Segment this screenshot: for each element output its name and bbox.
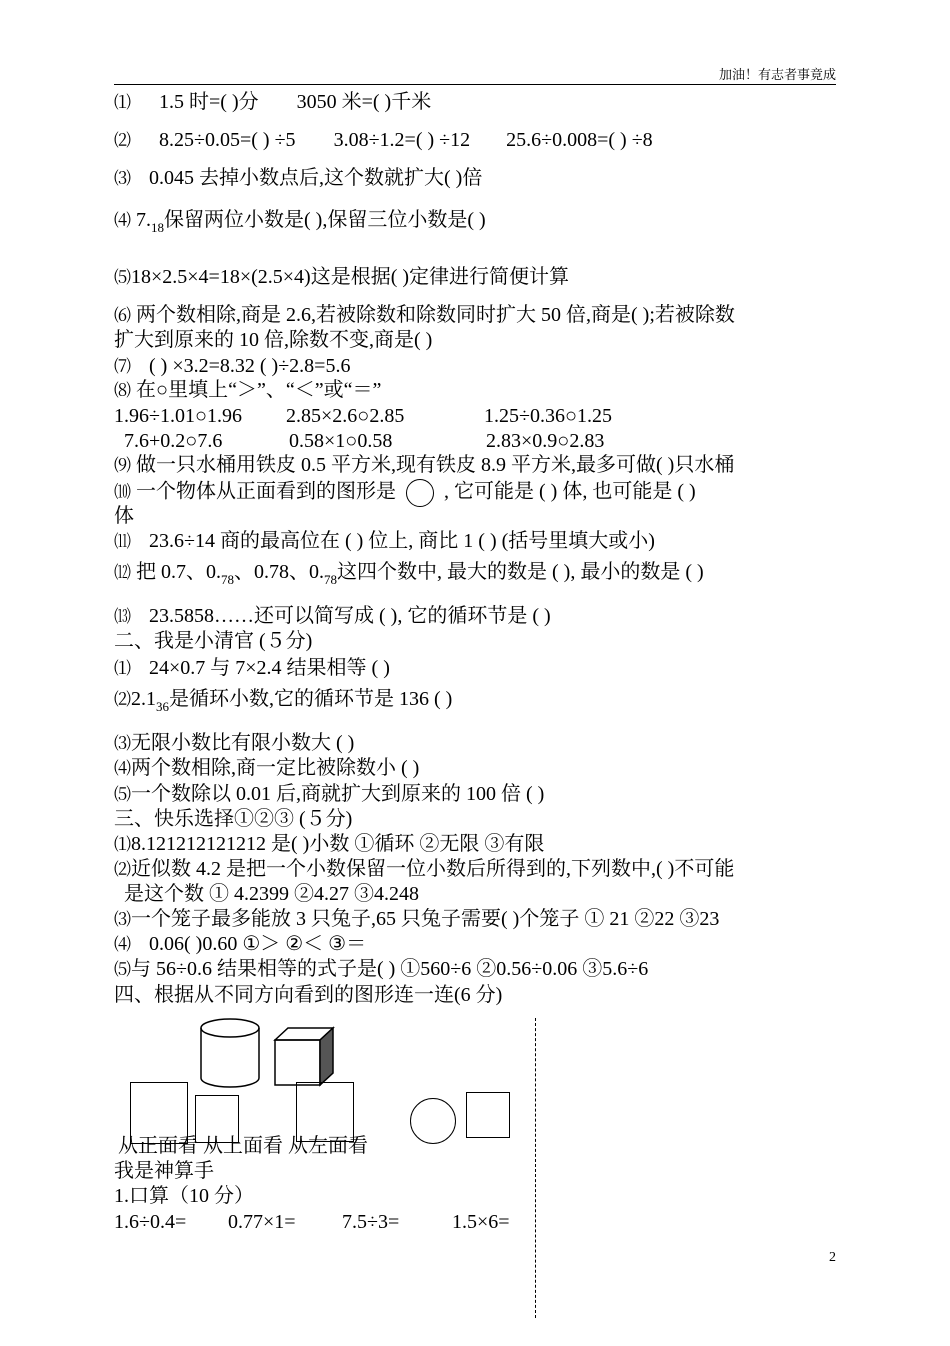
- question-number: ⑸: [114, 268, 131, 287]
- cylinder-and-cube-figure: [200, 1016, 335, 1088]
- question-number: ⑹: [114, 306, 131, 325]
- header-rule: [114, 84, 836, 85]
- question-3: [114, 166, 482, 191]
- question-7: [114, 354, 350, 379]
- question-text: 近似数 4.2 是把一个小数保留一位小数后所得到的,下列数中,( )不可能: [131, 858, 735, 880]
- question-10-continued: [114, 504, 134, 528]
- question-text: 在○里填上“＞”、“＜”或“＝”: [136, 379, 382, 401]
- question-text: 1.5 时=( )分: [159, 91, 259, 113]
- question-text: ( ) ×3.2=8.32 ( )÷2.8=5.6: [149, 355, 351, 377]
- choice-item-2: [114, 857, 734, 882]
- view-direction-labels: 从正面看 从上面看 从左面看: [118, 1135, 368, 1157]
- cylinder-icon: [201, 1019, 259, 1087]
- question-8: [114, 378, 381, 403]
- question-text: 8.121212121212 是( )小数 ①循环 ②无限 ③有限: [131, 833, 545, 855]
- question-number: ⑸: [114, 960, 131, 979]
- question-number: ⑼: [114, 456, 131, 475]
- comparison-item: 7.6+0.2○7.6: [124, 430, 223, 452]
- question-11: [114, 529, 655, 554]
- section-5-subtitle: 1.口算（10 分）: [114, 1185, 254, 1207]
- question-2: [114, 128, 653, 153]
- question-text: 3050 米=( )千米: [296, 91, 432, 113]
- question-number: ⑶: [114, 910, 131, 929]
- question-number: ⑻: [114, 381, 131, 400]
- choice-item-5: [114, 957, 648, 982]
- comparison-item: 1.25÷0.36○1.25: [484, 405, 613, 427]
- question-text: 7.: [136, 209, 151, 231]
- question-text: 2.1: [131, 688, 156, 710]
- question-text: 两个数相除,商一定比被除数小 ( ): [131, 757, 420, 779]
- question-text: 3.08÷1.2=( ) ÷12: [333, 129, 471, 151]
- circle-figure-icon: [406, 479, 434, 507]
- circle-view-icon: [410, 1098, 456, 1144]
- question-text: 0.06( )0.60 ①＞ ②＜ ③＝: [149, 933, 367, 955]
- judge-item-4: [114, 756, 419, 781]
- choice-item-2-continued: [124, 882, 419, 906]
- question-text: 25.6÷0.008=( ) ÷8: [506, 129, 653, 151]
- question-number: ⒀: [114, 607, 131, 626]
- question-text: 是循环小数,它的循环节是 136 ( ): [169, 688, 453, 710]
- question-number: ⑷: [114, 211, 131, 230]
- question-text: 无限小数比有限小数大 ( ): [131, 732, 355, 754]
- question-number: ⑴: [114, 835, 131, 854]
- question-number: ⑶: [114, 734, 131, 753]
- question-12: [114, 560, 704, 586]
- question-text: , 它可能是 ( ) 体, 也可能是 ( ): [444, 480, 696, 503]
- question-number: ⑷: [114, 759, 131, 778]
- question-6-continued: [114, 328, 432, 352]
- judge-item-5: [114, 782, 544, 807]
- question-text: 保留两位小数是( ),保留三位小数是( ): [164, 209, 486, 231]
- question-5: [114, 265, 569, 290]
- comparison-item: 1.96÷1.01○1.96: [114, 405, 243, 427]
- question-text: 24×0.7 与 7×2.4 结果相等 ( ): [149, 657, 390, 679]
- choice-item-3: [114, 907, 719, 932]
- question-text: 一个物体从正面看到的图形是: [136, 480, 396, 503]
- question-8-row-2: [124, 429, 604, 453]
- question-number: ⑴: [114, 93, 131, 112]
- question-4: [114, 208, 486, 234]
- comparison-item: 2.85×2.6○2.85: [286, 405, 405, 427]
- question-text: 一个笼子最多能放 3 只兔子,65 只兔子需要( )个笼子 ① 21 ②22 ③23: [131, 908, 720, 930]
- judge-item-1: [114, 656, 390, 681]
- section-3-title: 三、快乐选择①②③ (５分): [114, 808, 353, 830]
- question-10: [114, 479, 696, 507]
- section-4-title: 四、根据从不同方向看到的图形连一连(6 分): [114, 984, 503, 1006]
- question-text: 0.045 去掉小数点后,这个数就扩大( )倍: [149, 167, 483, 189]
- question-8-row-1: [114, 404, 612, 428]
- judge-item-2: [114, 687, 452, 713]
- comparison-item: 2.83×0.9○2.83: [486, 430, 605, 452]
- section-2-title: 二、我是小清官 (５分): [114, 630, 313, 652]
- question-number: ⑽: [114, 482, 131, 502]
- question-number: ⑵: [114, 860, 131, 879]
- repeating-digits: 18: [151, 220, 164, 235]
- question-13: [114, 604, 551, 629]
- question-text: 、0.78、0.: [234, 561, 324, 583]
- question-number: ⑵: [114, 131, 131, 150]
- square-view-icon: [466, 1092, 510, 1138]
- question-9: [114, 453, 734, 478]
- question-number: ⑿: [114, 563, 131, 582]
- question-number: ⑶: [114, 169, 131, 188]
- repeating-digits: 78: [221, 572, 234, 587]
- question-number: ⑵: [114, 690, 131, 709]
- question-text: 23.6÷14 商的最高位在 ( ) 位上, 商比 1 ( ) (括号里填大或小): [149, 530, 655, 552]
- question-text: 23.5858……还可以简写成 ( ), 它的循环节是 ( ): [149, 605, 551, 627]
- question-text: 这四个数中, 最大的数是 ( ), 最小的数是 ( ): [337, 561, 704, 583]
- question-text: 扩大到原来的 10 倍,除数不变,商是( ): [114, 329, 433, 351]
- choice-item-4: [114, 932, 366, 957]
- question-number: ⑷: [114, 935, 131, 954]
- question-text: 是这个数 ① 4.2399 ②4.27 ③4.248: [124, 883, 419, 905]
- square-view-icon: [296, 1082, 354, 1142]
- mental-math-row: [114, 1210, 510, 1234]
- math-item: 1.5×6=: [452, 1211, 510, 1233]
- question-6: [114, 303, 735, 328]
- page-number: 2: [829, 1250, 836, 1265]
- section-5-title: 我是神算手: [114, 1160, 214, 1182]
- question-text: 与 56÷0.6 结果相等的式子是( ) ①560÷6 ②0.56÷0.06 ③5.6÷6: [131, 958, 649, 980]
- question-number: ⑴: [114, 659, 131, 678]
- choice-item-1: [114, 832, 544, 857]
- question-number: ⑺: [114, 357, 131, 376]
- cube-icon: [275, 1028, 333, 1085]
- question-number: ⑸: [114, 785, 131, 804]
- dashed-divider: [535, 1018, 536, 1318]
- repeating-digits: 36: [156, 699, 169, 714]
- question-text: 一个数除以 0.01 后,商就扩大到原来的 100 倍 ( ): [131, 783, 545, 805]
- math-item: 1.6÷0.4=: [114, 1211, 187, 1233]
- header-motto: 加油！有志者事竟成: [718, 67, 836, 82]
- repeating-digits: 78: [324, 572, 337, 587]
- question-text: 体: [114, 505, 134, 527]
- question-1: [114, 90, 431, 115]
- question-text: 8.25÷0.05=( ) ÷5: [159, 129, 296, 151]
- math-item: 7.5÷3=: [342, 1211, 400, 1233]
- question-text: 做一只水桶用铁皮 0.5 平方米,现有铁皮 8.9 平方米,最多可做( )只水桶: [136, 454, 735, 476]
- judge-item-3: [114, 731, 354, 756]
- comparison-item: 0.58×1○0.58: [289, 430, 393, 452]
- math-item: 0.77×1=: [228, 1211, 296, 1233]
- question-text: 18×2.5×4=18×(2.5×4)这是根据( )定律进行简便计算: [131, 266, 570, 288]
- question-text: 两个数相除,商是 2.6,若被除数和除数同时扩大 50 倍,商是( );若被除数: [136, 304, 735, 326]
- question-text: 把 0.7、0.: [136, 561, 221, 583]
- question-number: ⑾: [114, 532, 131, 551]
